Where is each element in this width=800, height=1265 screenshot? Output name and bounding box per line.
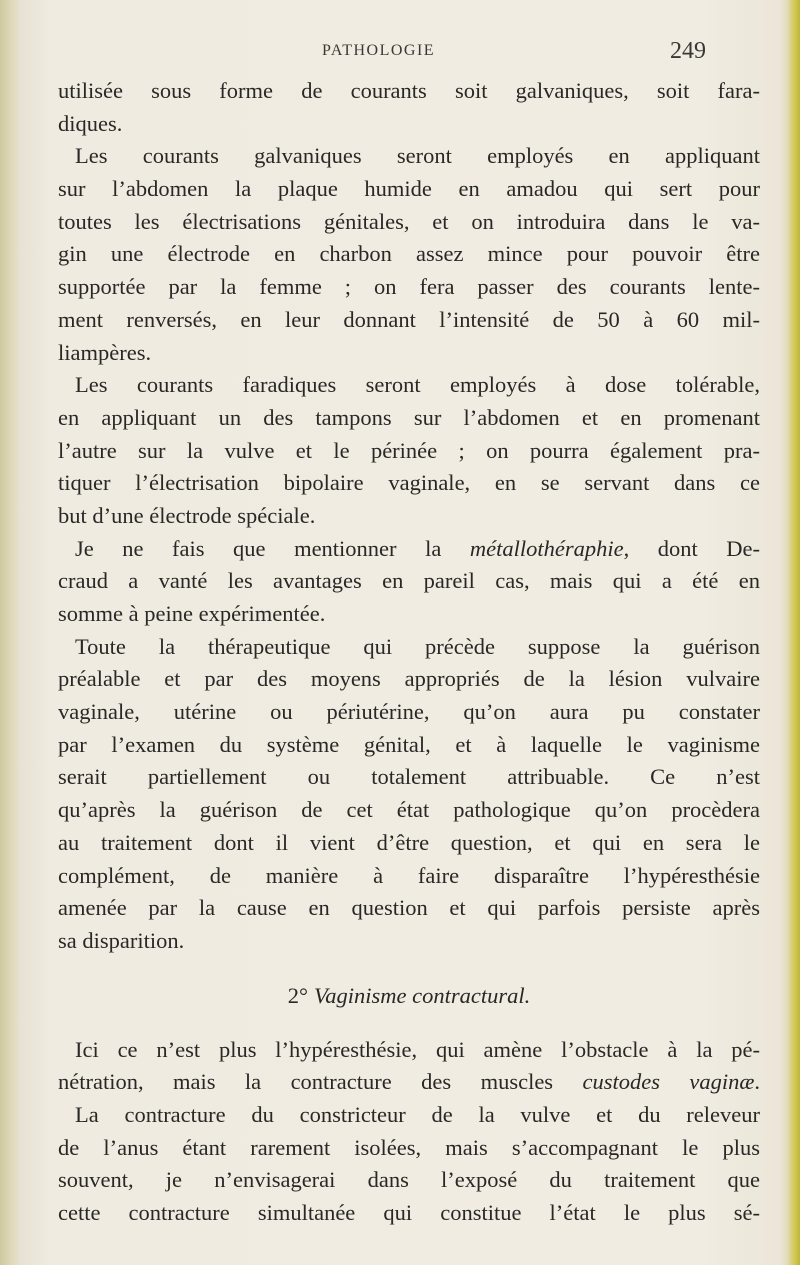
text-line: but d’une électrode spéciale. [58,502,316,528]
text-line: gin une électrode en charbon assez mince pour pouvoir être [58,241,760,267]
text-line: préalable et par des moyens appropriés de la lésion vulvaire [58,666,760,692]
text-span: . [754,1069,761,1095]
page-header [0,38,800,68]
text-line: souvent, je n’envisagerai dans l’exposé du traitement que [58,1167,760,1193]
text-line: craud a vanté les avantages en pareil cas, mais qui a été en [58,568,760,594]
text-line [58,533,760,566]
text-span: , dont De- [623,535,760,561]
text-line: amenée par la cause en question et qui parfois persiste après [58,895,760,921]
text-line: serait partiellement ou totalement attribuable. Ce n’est [58,764,760,790]
text-line: sa disparition. [58,927,185,953]
text-line: Les courants faradiques seront employés à dose tolérable, [75,372,760,398]
text-line: supportée par la femme ; on fera passer des courants lente- [58,274,760,300]
text-line: liampères. [58,339,152,365]
text-line: La contracture du constricteur de la vulve et du releveur [75,1101,760,1127]
text-line: utilisée sous forme de courants soit galvaniques, soit fara- [58,78,760,103]
text-line: vaginale, utérine ou périutérine, qu’on aura pu constater [58,699,760,725]
text-line: Les courants galvaniques seront employés en appliquant [75,143,760,169]
text-line: complément, de manière à faire disparaître l’hypéresthésie [58,862,760,888]
emphasis-text: custodes vaginæ [582,1069,755,1095]
page-binding-shadow [0,0,20,1265]
text-line: l’autre sur la vulve et le périnée ; on pourra également pra- [58,437,760,463]
text-line: qu’après la guérison de cet état pathologique qu’on procèdera [58,797,760,823]
text-line: somme à peine expérimentée. [58,601,326,626]
text-line: diques. [58,110,123,136]
text-line: ment renversés, en leur donnant l’intensité de 50 à 60 mil- [58,306,760,332]
text-line: en appliquant un des tampons sur l’abdomen et en promenant [58,404,760,430]
text-line: cette contracture simultanée qui constitue l’état le plus sé- [58,1200,760,1225]
text-line: tiquer l’électrisation bipolaire vaginale, en se servant dans ce [58,470,760,496]
text-line: de l’anus étant rarement isolées, mais s’accompagnant le plus [58,1134,760,1160]
text-line: Toute la thérapeutique qui précède suppose la guérison [75,633,760,659]
text-line: toutes les électrisations génitales, et on introduira dans le va- [58,208,760,234]
text-line: par l’examen du système génital, et à laquelle le vaginisme [58,731,760,757]
section-number: 2° [287,982,308,1008]
text-span: Je ne fais que mentionner la [75,535,442,561]
text-line [58,1066,760,1099]
text-line: au traitement dont il vient d’être question, et qui en sera le [58,829,760,855]
text-span: nétration, mais la contracture des muscles [58,1069,554,1095]
running-head: PATHOLOGIE [322,42,436,59]
section-title: Vaginisme contractural. [314,982,531,1008]
text-line: Ici ce n’est plus l’hypéresthésie, qui amène l’obstacle à la pé- [75,1036,760,1062]
text-line: sur l’abdomen la plaque humide en amadou qui sert pour [58,176,760,202]
body-text [58,75,760,1230]
page-number: 249 [670,38,706,64]
page-edge [788,0,800,1265]
emphasis-text: métallothéraphie [469,535,624,561]
section-heading [58,958,760,1034]
